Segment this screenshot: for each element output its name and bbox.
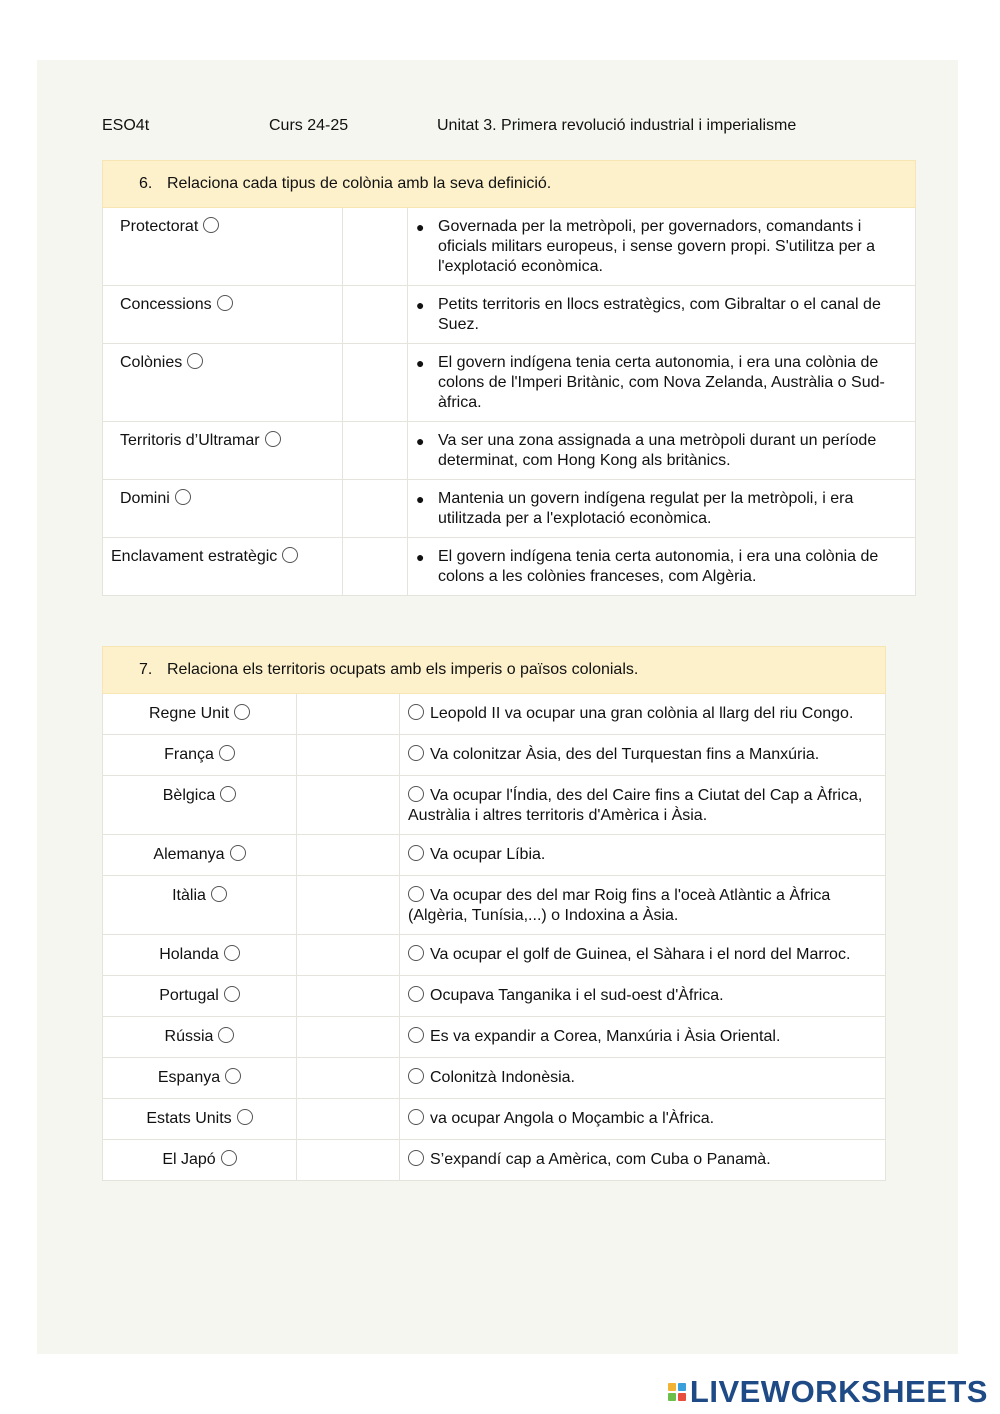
q7-left-cell (103, 835, 297, 876)
q7-row (103, 835, 886, 876)
q7-right-match-circle[interactable] (408, 986, 424, 1002)
q7-gap-cell (297, 935, 400, 976)
q7-right-match-circle[interactable] (408, 845, 424, 861)
q7-right-match-circle[interactable] (408, 786, 424, 802)
question-6-title: Relaciona cada tipus de colònia amb la seva definició. (167, 175, 552, 192)
q7-left-label: Rússia (164, 1028, 214, 1045)
q7-right-cell (400, 735, 886, 776)
q7-right-text: Ocupava Tanganika i el sud-oest d'Àfrica. (430, 987, 724, 1004)
question-6-header (103, 161, 916, 208)
q7-right-match-circle[interactable] (408, 1027, 424, 1043)
q7-right-match-circle[interactable] (408, 1150, 424, 1166)
q7-row (103, 935, 886, 976)
q6-row (103, 538, 916, 596)
q6-row (103, 208, 916, 286)
bullet-icon: ● (416, 491, 425, 507)
q7-left-match-circle[interactable] (225, 1068, 241, 1084)
q6-left-label: Colònies (120, 354, 183, 371)
question-6-number: 6. (139, 175, 153, 192)
q6-left-label: Concessions (120, 296, 212, 313)
q6-left-match-circle[interactable] (203, 217, 219, 233)
q7-right-text: Va ocupar el golf de Guinea, el Sàhara i el nord del Marroc. (430, 946, 851, 963)
q6-left-cell (103, 208, 343, 286)
q6-row (103, 286, 916, 344)
logo-square-3 (668, 1393, 676, 1401)
q7-left-match-circle[interactable] (237, 1109, 253, 1125)
q6-gap-cell (343, 286, 408, 344)
q7-right-match-circle[interactable] (408, 745, 424, 761)
q6-gap-cell (343, 422, 408, 480)
q7-gap-cell (297, 735, 400, 776)
q7-row (103, 1099, 886, 1140)
q6-left-cell (103, 286, 343, 344)
q7-left-cell (103, 1140, 297, 1181)
q7-left-match-circle[interactable] (218, 1027, 234, 1043)
header-course: Curs 24-25 (269, 117, 349, 134)
bullet-icon: ● (416, 355, 425, 371)
q6-row (103, 344, 916, 422)
bullet-icon: ● (416, 549, 425, 565)
q7-row (103, 876, 886, 935)
q6-left-cell (103, 480, 343, 538)
q7-right-cell (400, 835, 886, 876)
q7-right-text: Va ocupar l'Índia, des del Caire fins a Ciutat del Cap a Àfrica, Austràlia i altres territoris d'Amèrica i Àsia. (408, 787, 863, 824)
q6-definition-text: El govern indígena tenia certa autonomia, i era una colònia de colons a les colònies franceses, com Algèria. (438, 548, 879, 585)
q7-left-match-circle[interactable] (224, 945, 240, 961)
q7-left-match-circle[interactable] (211, 886, 227, 902)
q7-left-cell (103, 935, 297, 976)
q7-right-cell (400, 1140, 886, 1181)
q6-definition-text: Va ser una zona assignada a una metròpoli durant un període determinat, com Hong Kong als britànics. (438, 432, 877, 469)
q7-right-match-circle[interactable] (408, 1109, 424, 1125)
q7-row (103, 694, 886, 735)
q7-row (103, 1140, 886, 1181)
q7-left-match-circle[interactable] (224, 986, 240, 1002)
q6-row (103, 480, 916, 538)
q7-left-cell (103, 1099, 297, 1140)
question-6-table (102, 160, 916, 596)
liveworksheets-brand (668, 1374, 988, 1410)
q6-gap-cell (343, 538, 408, 596)
q6-definition-text: El govern indígena tenia certa autonomia, i era una colònia de colons de l'Imperi Britànic, com Nova Zelanda, Austràlia o Sud-àfrica. (438, 354, 885, 411)
q7-right-match-circle[interactable] (408, 704, 424, 720)
question-7-title: Relaciona els territoris ocupats amb els imperis o països colonials. (167, 661, 639, 678)
q7-left-cell (103, 1017, 297, 1058)
q7-left-label: Alemanya (153, 846, 225, 863)
q7-gap-cell (297, 776, 400, 835)
q7-gap-cell (297, 976, 400, 1017)
header-level: ESO4t (102, 117, 150, 134)
q7-row (103, 776, 886, 835)
bullet-icon: ● (416, 219, 425, 235)
q6-right-cell (408, 208, 916, 286)
q7-left-label: Espanya (157, 1069, 221, 1086)
q6-right-cell (408, 480, 916, 538)
q7-right-text: Va ocupar des del mar Roig fins a l'oceà Atlàntic a Àfrica (Algèria, Tunísia,...) o Indoxina a Àsia. (408, 887, 831, 924)
q7-right-text: Colonitzà Indonèsia. (430, 1069, 575, 1086)
q7-right-text: Leopold II va ocupar una gran colònia al llarg del riu Congo. (430, 705, 854, 722)
q7-right-cell (400, 694, 886, 735)
q7-row (103, 1058, 886, 1099)
header-unit: Unitat 3. Primera revolució industrial i imperialisme (437, 117, 797, 134)
q7-left-cell (103, 976, 297, 1017)
q7-right-match-circle[interactable] (408, 1068, 424, 1084)
q6-right-cell (408, 538, 916, 596)
q7-left-match-circle[interactable] (234, 704, 250, 720)
q7-left-cell (103, 776, 297, 835)
q6-definition-text: Petits territoris en llocs estratègics, com Gibraltar o el canal de Suez. (438, 296, 881, 333)
q6-gap-cell (343, 208, 408, 286)
q6-definition (416, 217, 893, 277)
q7-gap-cell (297, 1017, 400, 1058)
q6-left-label: Enclavament estratègic (111, 548, 278, 565)
q6-left-cell (103, 344, 343, 422)
q6-definition (416, 353, 893, 413)
question-7-number: 7. (139, 661, 153, 678)
q7-right-cell (400, 935, 886, 976)
q6-left-label: Domini (120, 490, 170, 507)
q7-right-text: Va colonitzar Àsia, des del Turquestan fins a Manxúria. (430, 746, 820, 763)
q7-gap-cell (297, 694, 400, 735)
q6-definition (416, 295, 893, 335)
question-7-table (102, 646, 886, 1181)
q7-left-label: Regne Unit (148, 705, 230, 722)
brand-name: LIVEWORKSHEETS (689, 1374, 988, 1409)
q7-left-match-circle[interactable] (221, 1150, 237, 1166)
q7-right-match-circle[interactable] (408, 945, 424, 961)
q6-left-cell (103, 422, 343, 480)
q7-left-match-circle[interactable] (220, 786, 236, 802)
q7-right-text: Va ocupar Líbia. (430, 846, 546, 863)
liveworksheets-logo-icon (668, 1383, 686, 1401)
q6-definition (416, 431, 893, 471)
q7-right-text: Es va expandir a Corea, Manxúria i Àsia Oriental. (430, 1028, 781, 1045)
q6-row (103, 422, 916, 480)
q6-left-match-circle[interactable] (265, 431, 281, 447)
q7-right-cell (400, 1017, 886, 1058)
q6-definition (416, 489, 893, 529)
q7-left-label: El Japó (162, 1151, 216, 1168)
q6-gap-cell (343, 480, 408, 538)
q6-right-cell (408, 286, 916, 344)
logo-square-4 (678, 1393, 686, 1401)
q7-gap-cell (297, 1058, 400, 1099)
q7-right-cell (400, 976, 886, 1017)
q6-definition-text: Governada per la metròpoli, per governadors, comandants i oficials militars europeus, i sense govern propi. S'utilitza per a l'explotació econòmica. (438, 218, 876, 275)
q7-left-cell (103, 1058, 297, 1099)
q7-left-label: França (164, 746, 214, 763)
logo-square-2 (678, 1383, 686, 1391)
q7-gap-cell (297, 876, 400, 935)
q7-row (103, 735, 886, 776)
q6-left-match-circle[interactable] (187, 353, 203, 369)
q7-left-label: Estats Units (146, 1110, 232, 1127)
q7-gap-cell (297, 835, 400, 876)
q7-left-label: Holanda (159, 946, 219, 963)
q7-right-cell (400, 1099, 886, 1140)
q6-gap-cell (343, 344, 408, 422)
bullet-icon: ● (416, 433, 425, 449)
q7-left-match-circle[interactable] (219, 745, 235, 761)
q6-left-match-circle[interactable] (175, 489, 191, 505)
q7-right-cell (400, 776, 886, 835)
q7-row (103, 1017, 886, 1058)
q6-definition (416, 547, 893, 587)
q7-right-match-circle[interactable] (408, 886, 424, 902)
q7-left-label: Bèlgica (162, 787, 216, 804)
q6-right-cell (408, 422, 916, 480)
q7-row (103, 976, 886, 1017)
q7-left-cell (103, 694, 297, 735)
q7-left-cell (103, 735, 297, 776)
bullet-icon: ● (416, 297, 425, 313)
q6-left-match-circle[interactable] (217, 295, 233, 311)
q7-right-cell (400, 876, 886, 935)
q6-left-cell (103, 538, 343, 596)
q7-right-text: va ocupar Angola o Moçambic a l'Àfrica. (430, 1110, 715, 1127)
question-7-header (103, 647, 886, 694)
q7-gap-cell (297, 1140, 400, 1181)
q7-right-cell (400, 1058, 886, 1099)
q7-left-match-circle[interactable] (230, 845, 246, 861)
q7-right-text: S’expandí cap a Amèrica, com Cuba o Panamà. (430, 1151, 771, 1168)
q6-right-cell (408, 344, 916, 422)
q6-definition-text: Mantenia un govern indígena regulat per la metròpoli, i era utilitzada per a l'explotació econòmica. (438, 490, 854, 527)
logo-square-1 (668, 1383, 676, 1391)
q7-left-label: Portugal (159, 987, 219, 1004)
q6-left-match-circle[interactable] (282, 547, 298, 563)
q7-left-label: Itàlia (172, 887, 206, 904)
q6-left-label: Territoris d’Ultramar (120, 432, 260, 449)
q7-gap-cell (297, 1099, 400, 1140)
q6-left-label: Protectorat (120, 218, 199, 235)
q7-left-cell (103, 876, 297, 935)
